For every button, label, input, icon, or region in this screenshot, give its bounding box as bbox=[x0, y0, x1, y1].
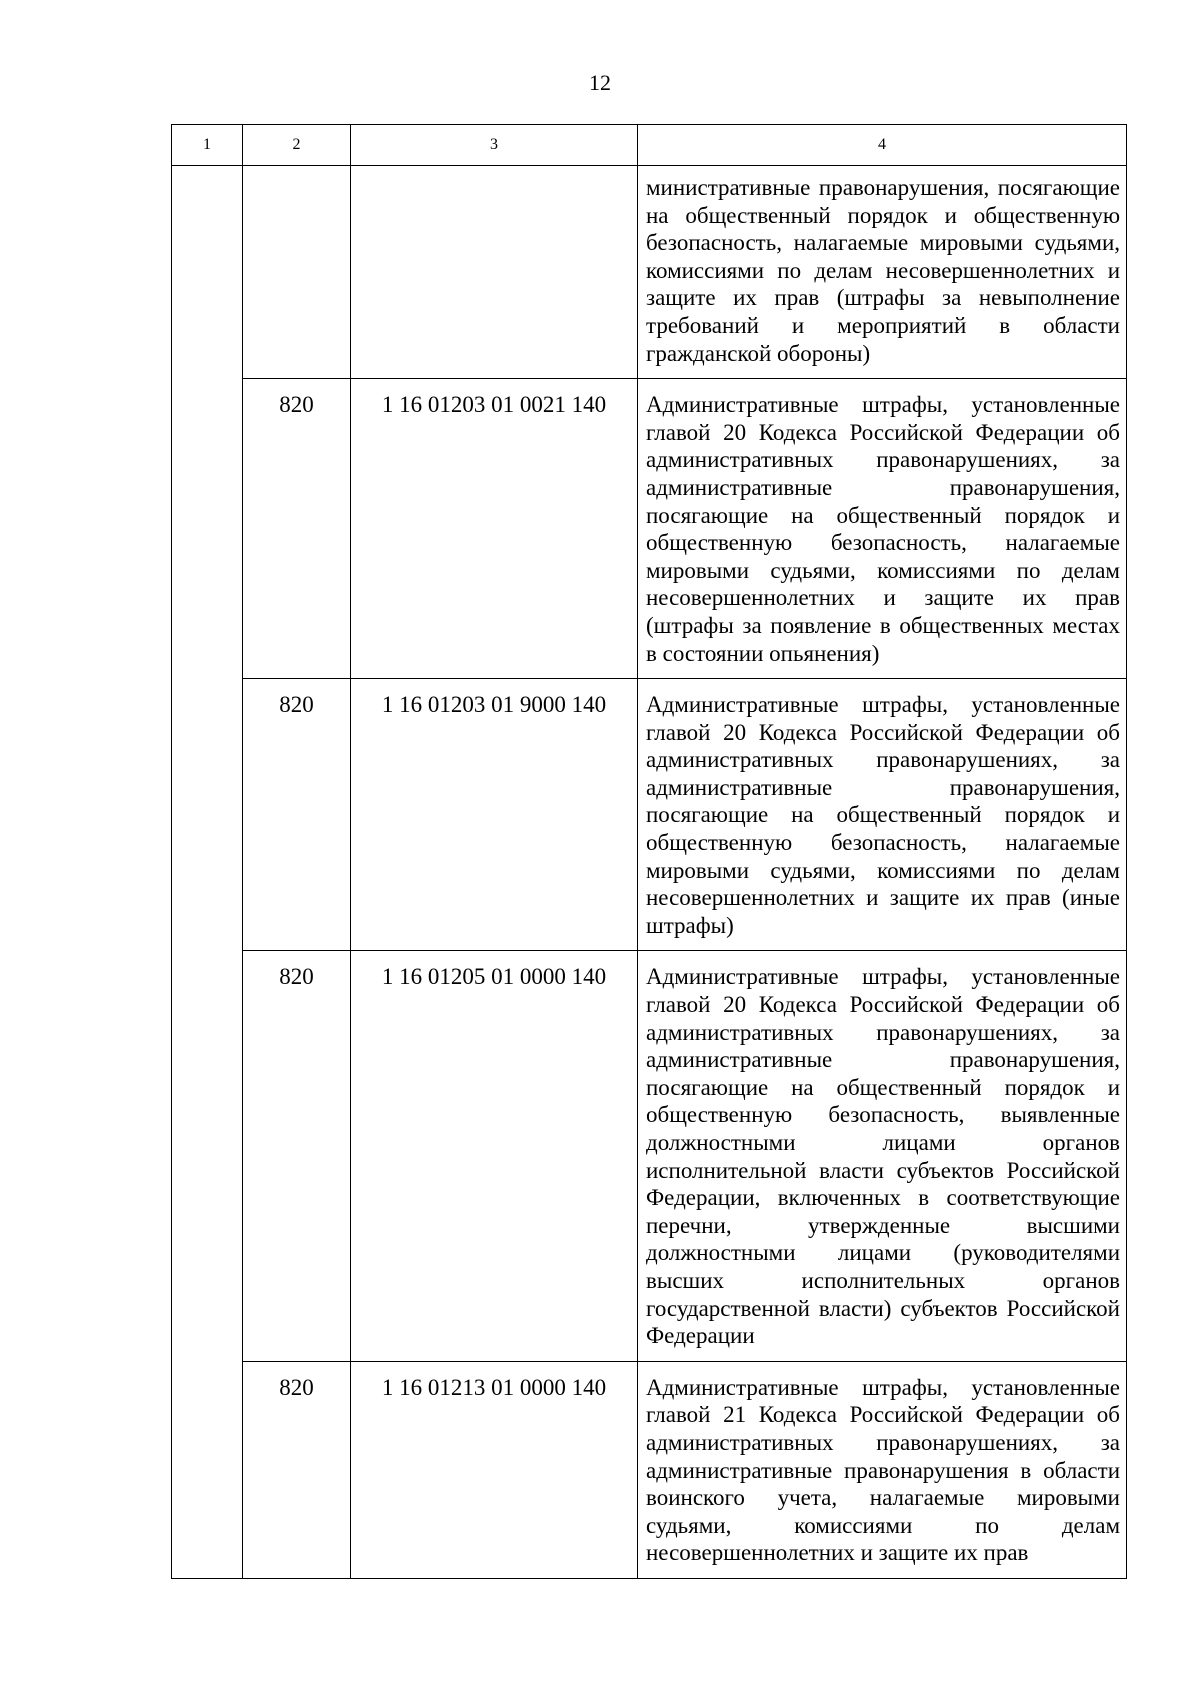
row-cell-budget-code: 1 16 01205 01 0000 140 bbox=[351, 951, 638, 1361]
row-cell-description: Административные штрафы, установленные главой 21 Кодекса Российской Федерации об административных правонарушениях, за административные правонарушения в области воинского учета, налагаемые мировыми судьями, комиссиями по делам несовершеннолетних и защите их прав bbox=[638, 1361, 1127, 1578]
table-header-row bbox=[172, 125, 1127, 166]
row-cell-administrator-code: 820 bbox=[243, 1361, 351, 1578]
column-header-4: 4 bbox=[638, 125, 1127, 166]
table-row bbox=[172, 379, 1127, 679]
row-cell-description: Административные штрафы, установленные главой 20 Кодекса Российской Федерации об административных правонарушениях, за административные правонарушения, посягающие на общественный порядок и общественную безопасность, налагаемые мировыми судьями, комиссиями по делам несовершеннолетних и защите их прав (штрафы за появление в общественных местах в состоянии опьянения) bbox=[638, 379, 1127, 679]
row-cell-budget-code: 1 16 01203 01 9000 140 bbox=[351, 679, 638, 951]
column-header-3: 3 bbox=[351, 125, 638, 166]
row-cell-description: Административные штрафы, установленные главой 20 Кодекса Российской Федерации об административных правонарушениях, за административные правонарушения, посягающие на общественный порядок и общественную безопасность, налагаемые мировыми судьями, комиссиями по делам несовершеннолетних и защите их прав (иные штрафы) bbox=[638, 679, 1127, 951]
row-cell-budget-code: 1 16 01203 01 0021 140 bbox=[351, 379, 638, 679]
row-cell-col1 bbox=[172, 166, 243, 379]
row-cell-description: Административные штрафы, установленные главой 20 Кодекса Российской Федерации об административных правонарушениях, за административные правонарушения, посягающие на общественный порядок и общественную безопасность, выявленные должностными лицами органов исполнительной власти субъектов Российской Федерации, включенных в соответствующие перечни, утвержденные высшими должностными лицами (руководителями высших исполнительных органов государственной власти) субъектов Российской Федерации bbox=[638, 951, 1127, 1361]
row-cell-budget-code: 1 16 01213 01 0000 140 bbox=[351, 1361, 638, 1578]
table-row bbox=[172, 1361, 1127, 1578]
column-header-1: 1 bbox=[172, 125, 243, 166]
row-cell-col1 bbox=[172, 679, 243, 951]
row-cell-col1 bbox=[172, 1361, 243, 1578]
table-row bbox=[172, 951, 1127, 1361]
table-row bbox=[172, 679, 1127, 951]
row-cell-administrator-code: 820 bbox=[243, 379, 351, 679]
row-cell-budget-code bbox=[351, 166, 638, 379]
table-row bbox=[172, 166, 1127, 379]
column-header-2: 2 bbox=[243, 125, 351, 166]
row-cell-administrator-code: 820 bbox=[243, 679, 351, 951]
row-cell-col1 bbox=[172, 951, 243, 1361]
row-cell-administrator-code bbox=[243, 166, 351, 379]
budget-code-table bbox=[171, 124, 1127, 1579]
row-cell-col1 bbox=[172, 379, 243, 679]
row-cell-administrator-code: 820 bbox=[243, 951, 351, 1361]
page-number: 12 bbox=[589, 70, 611, 95]
row-cell-description: министративные правонарушения, посягающие на общественный порядок и общественную безопасность, налагаемые мировыми судьями, комиссиями по делам несовершеннолетних и защите их прав (штрафы за невыполнение требований и мероприятий в области гражданской обороны) bbox=[638, 166, 1127, 379]
